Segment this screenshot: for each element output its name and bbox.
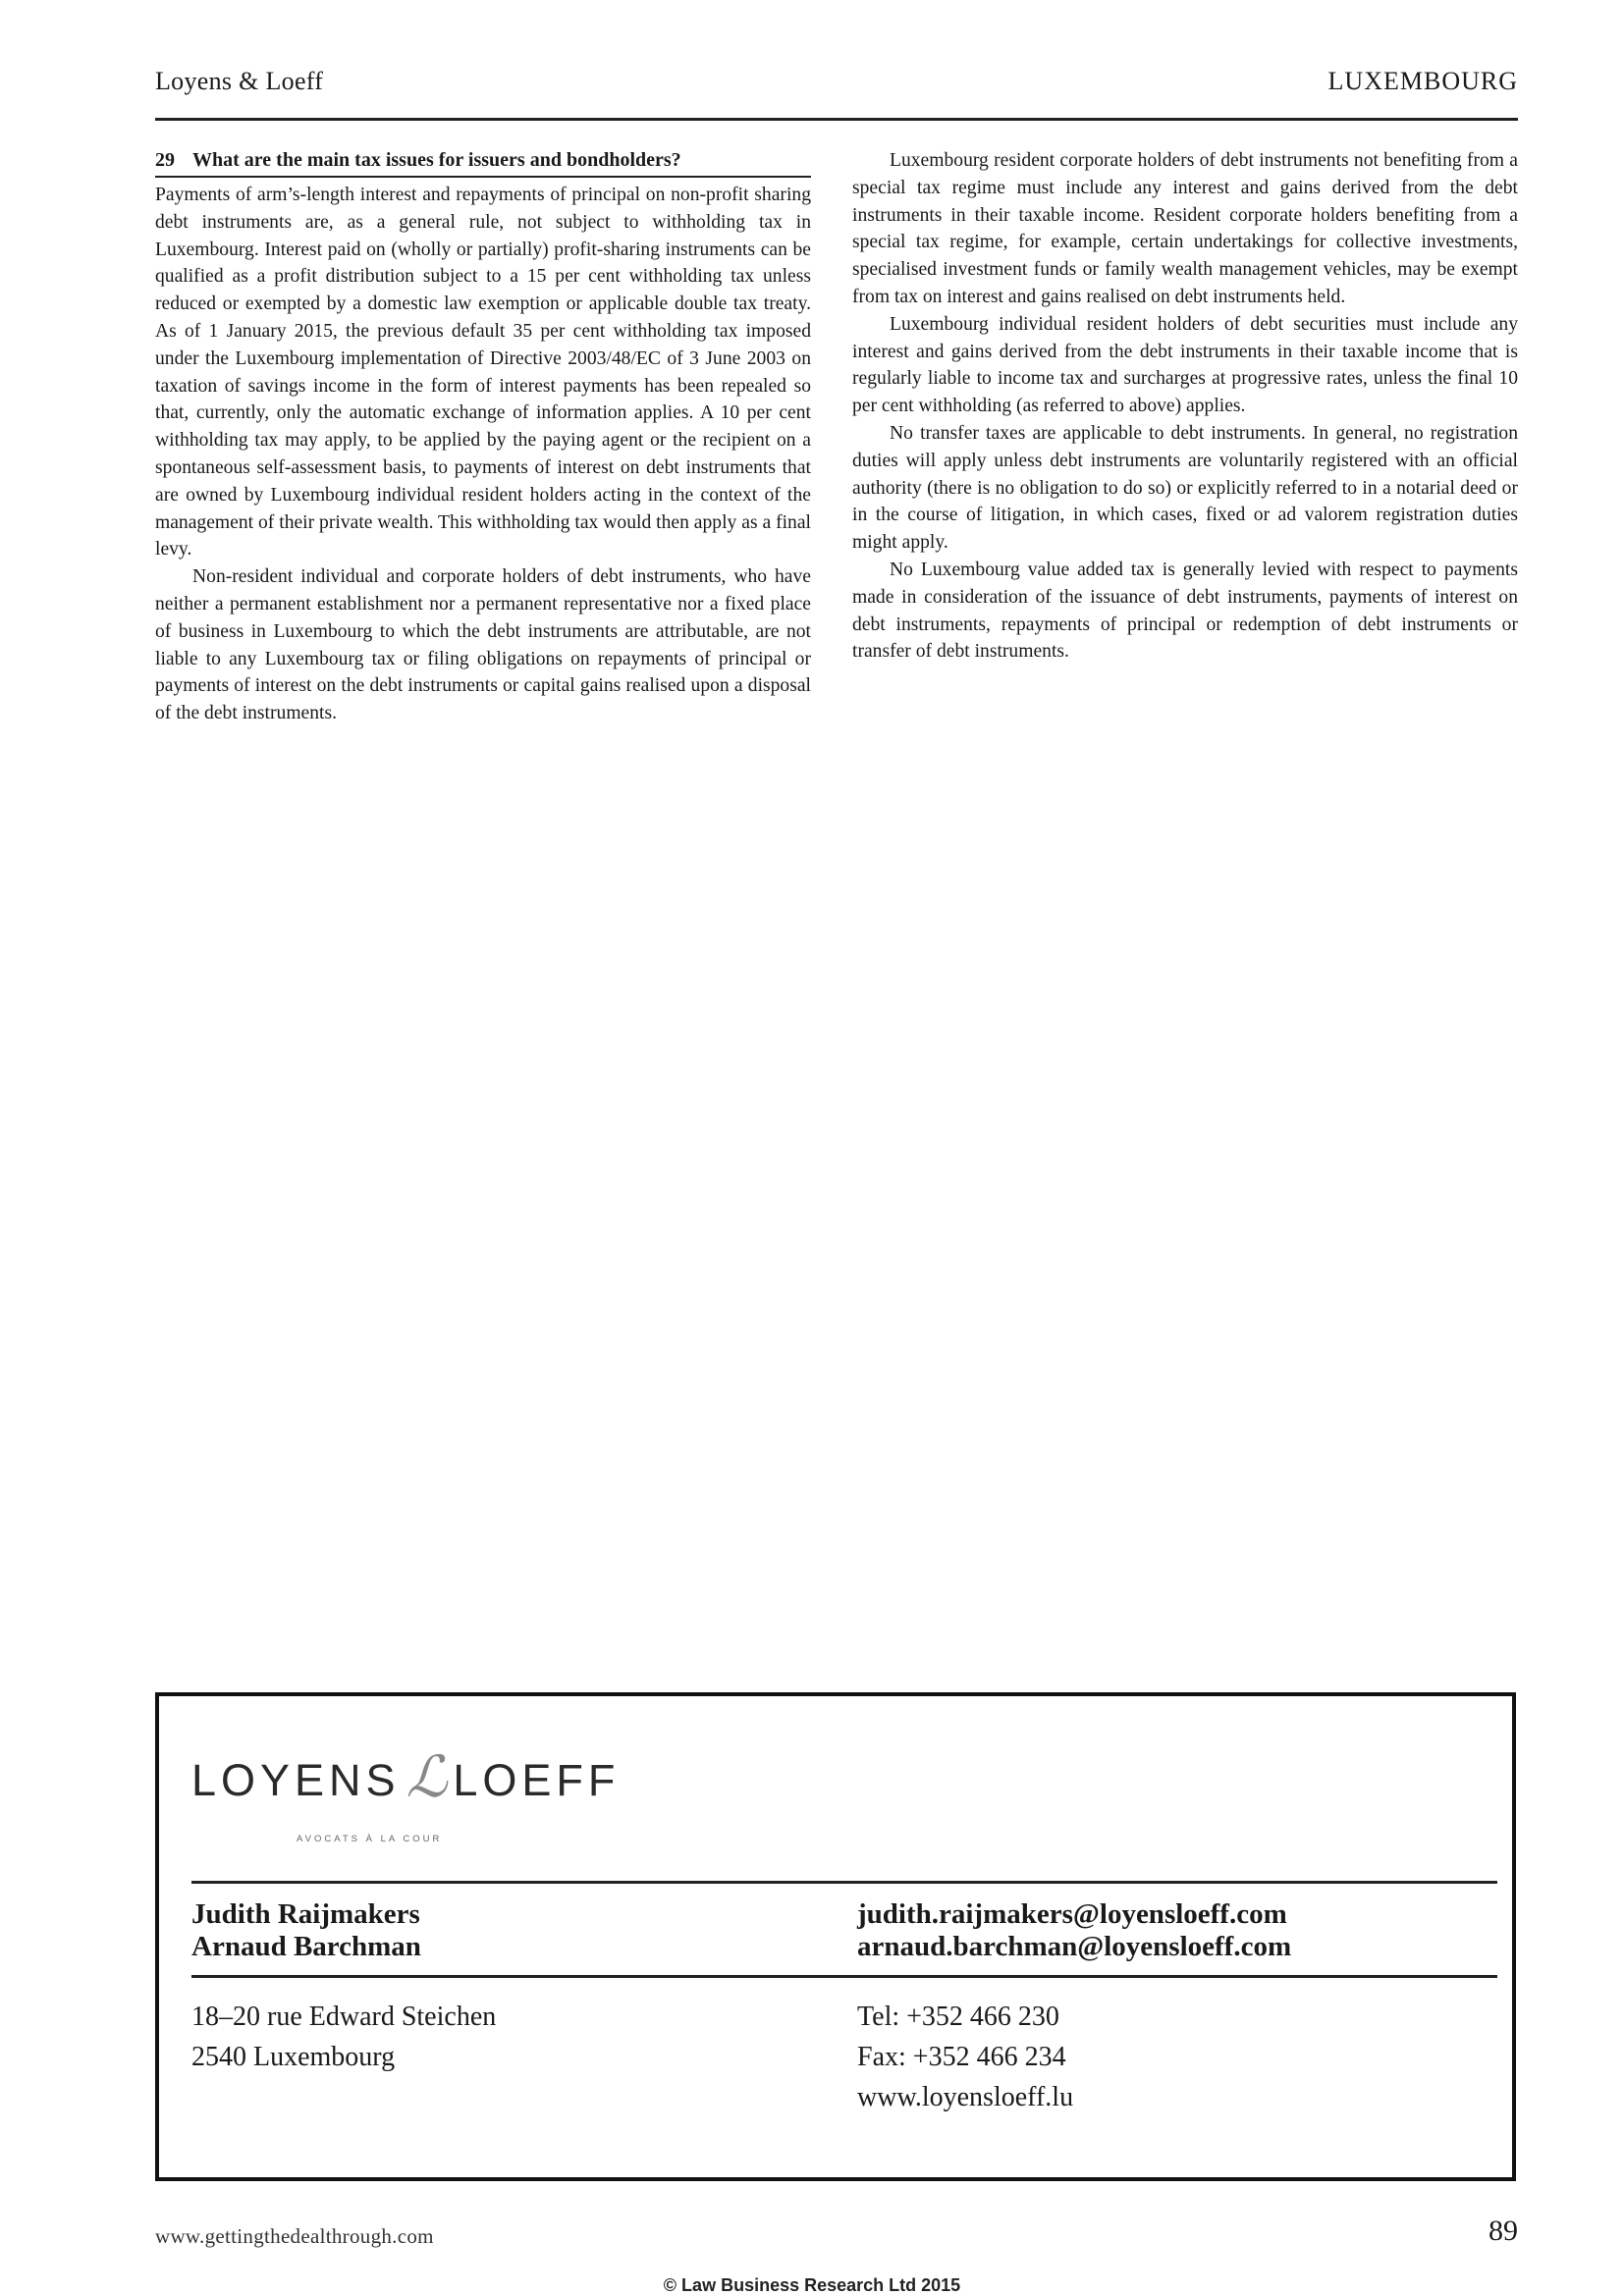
address-line: 18–20 rue Edward Steichen bbox=[191, 2002, 497, 2032]
divider bbox=[191, 1881, 1497, 1884]
logo-tagline: AVOCATS À LA COUR bbox=[297, 1834, 443, 1844]
paragraph: Luxembourg individual resident holders of debt securities must include any interest and gains derived from the debt instruments in their taxable income that is regularly liable to income tax and surcharges at progressive rates, unless the final 10 per cent withholding (as referred to above) applies. bbox=[852, 313, 1518, 417]
paragraph: No Luxembourg value added tax is generally levied with respect to payments made in consideration of the issuance of debt instruments, payments of interest on debt instruments, repayments of principal or redemption of debt instruments or transfer of debt instruments. bbox=[852, 559, 1518, 663]
fax: Fax: +352 466 234 bbox=[857, 2042, 1066, 2072]
divider bbox=[191, 1975, 1497, 1978]
paragraph: Non-resident individual and corporate holders of debt instruments, who have neither a permanent establishment nor a permanent representative nor a fixed place of business in Luxembourg to which the debt instruments are attributable, are not liable to any Luxembourg tax or filing obligations on repayments of principal or payments of interest on the debt instruments or capital gains realised upon a disposal of the debt instruments. bbox=[155, 566, 811, 724]
telephone: Tel: +352 466 230 bbox=[857, 2002, 1059, 2032]
question-number: 29 bbox=[155, 149, 175, 171]
page-number: 89 bbox=[1489, 2215, 1518, 2247]
contact-name: Arnaud Barchman bbox=[191, 1931, 421, 1962]
paragraph: Luxembourg resident corporate holders of debt instruments not benefiting from a special tax regime must include any interest and gains derived from the debt instruments in their taxable income. Resident corporate holders benefiting from a special tax regime, for example, certain undertakings for collective investments, specialised investment funds or family wealth management vehicles, may be exempt from tax on interest and gains realised on debt instruments held. bbox=[852, 150, 1518, 307]
paragraph: Payments of arm’s-length interest and repayments of principal on non-profit sharing debt instruments are, as a general rule, not subject to withholding tax in Luxembourg. Interest paid on (wholly or partially) profit-sharing instruments can be qualified as a profit distribution subject to a 15 per cent withholding tax unless reduced or exempted by a domestic law exemption or applicable double tax treaty. As of 1 January 2015, the previous default 35 per cent withholding tax imposed under the Luxembourg implementation of Directive 2003/48/EC of 3 June 2003 on taxation of savings income in the form of interest payments has been repealed so that, currently, only the automatic exchange of information applies. A 10 per cent withholding tax may apply, to be applied by the paying agent or the recipient on a spontaneous self-assessment basis, to payments of interest on debt instruments that are owned by Luxembourg individual resident holders acting in the context of the management of their private wealth. This withholding tax would then apply as a final levy. bbox=[155, 185, 811, 561]
question-title: What are the main tax issues for issuers and bondholders? bbox=[192, 149, 681, 171]
running-header bbox=[155, 67, 1518, 121]
firm-logo bbox=[191, 1747, 620, 1814]
paragraph: No transfer taxes are applicable to debt instruments. In general, no registration duties will apply unless debt instruments are voluntarily registered with an official authority (there is no obligation to do so) or explicitly referred to in a notarial deed or in the course of litigation, in which cases, fixed or ad valorem registration duties might apply. bbox=[852, 422, 1518, 554]
right-column bbox=[852, 147, 1518, 666]
header-firm-name: Loyens & Loeff bbox=[155, 67, 324, 95]
logo-text-right: LOEFF bbox=[453, 1755, 621, 1805]
logo-text-left: LOYENS bbox=[191, 1755, 401, 1805]
header-country: LUXEMBOURG bbox=[1327, 67, 1518, 95]
left-column bbox=[155, 147, 811, 727]
postal-address bbox=[191, 1997, 496, 2077]
contact-name: Judith Raijmakers bbox=[191, 1898, 420, 1930]
footer-website-link[interactable]: www.gettingthedealthrough.com bbox=[155, 2224, 434, 2248]
firm-contact-card bbox=[155, 1692, 1516, 2181]
address-line: 2540 Luxembourg bbox=[191, 2042, 396, 2072]
contact-email-link[interactable]: judith.raijmakers@loyensloeff.com bbox=[857, 1898, 1287, 1930]
copyright-notice: © Law Business Research Ltd 2015 bbox=[663, 2275, 961, 2295]
logo-monogram-icon: ℒ bbox=[406, 1745, 448, 1809]
question-heading bbox=[155, 147, 811, 178]
phone-fax-web bbox=[857, 1997, 1073, 2117]
contact-names bbox=[191, 1898, 421, 1963]
contact-emails bbox=[857, 1898, 1291, 1963]
website-link[interactable]: www.loyensloeff.lu bbox=[857, 2082, 1074, 2112]
contact-email-link[interactable]: arnaud.barchman@loyensloeff.com bbox=[857, 1931, 1292, 1962]
